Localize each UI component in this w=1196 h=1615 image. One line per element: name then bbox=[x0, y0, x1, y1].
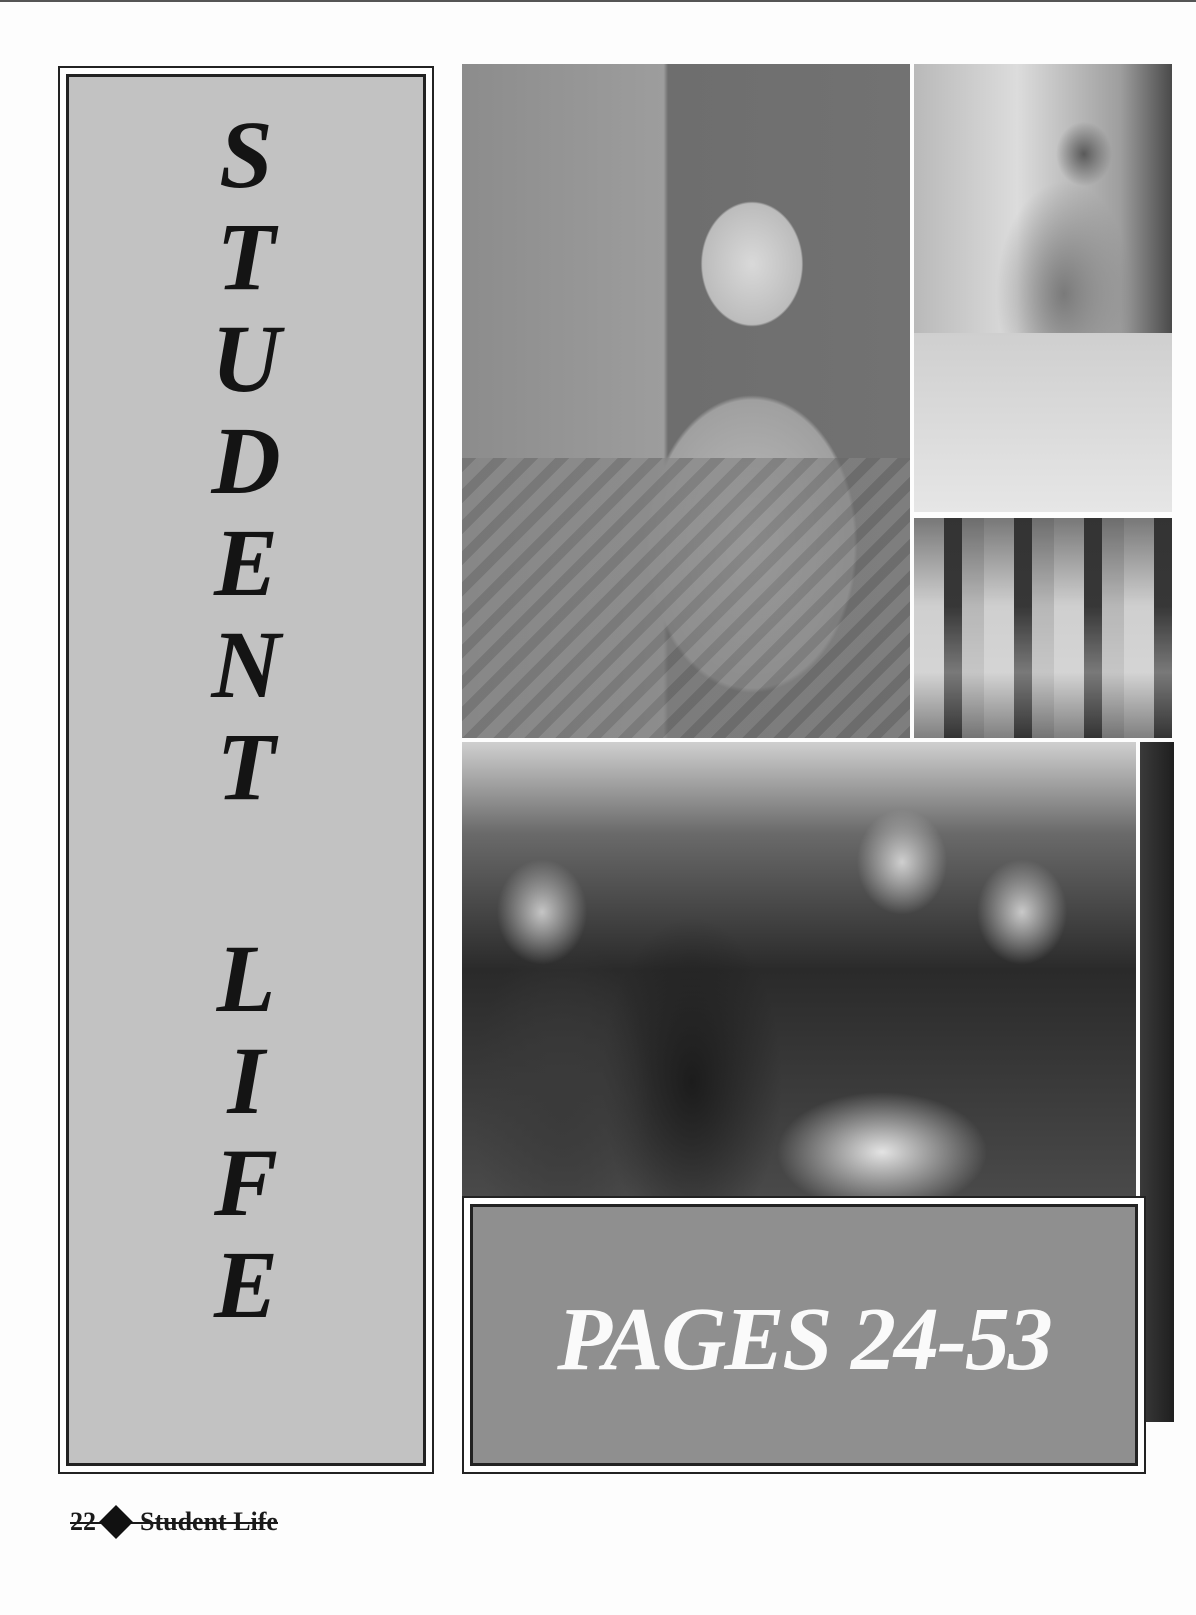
photo-dance-team bbox=[914, 518, 1172, 738]
title-letter: L bbox=[216, 925, 276, 1032]
vertical-title bbox=[69, 101, 423, 1443]
top-rule bbox=[0, 0, 1196, 2]
title-letter: F bbox=[213, 1129, 279, 1236]
pages-box bbox=[462, 1196, 1146, 1474]
title-letter: D bbox=[211, 407, 281, 514]
title-letter: T bbox=[216, 713, 276, 820]
diamond-icon bbox=[99, 1505, 133, 1539]
photo-smiling-girl bbox=[462, 64, 910, 738]
title-letter: U bbox=[211, 305, 281, 412]
pages-range: PAGES 24-53 bbox=[557, 1289, 1051, 1389]
page-number: 22 bbox=[70, 1507, 96, 1536]
title-letter: I bbox=[227, 1027, 265, 1134]
title-panel bbox=[58, 66, 434, 1474]
title-letter: E bbox=[213, 1231, 279, 1338]
photo-students-with-books bbox=[462, 742, 1136, 1198]
pages-box-inner bbox=[470, 1204, 1138, 1466]
folio bbox=[70, 1502, 278, 1542]
title-letter: S bbox=[219, 101, 273, 208]
title-panel-inner bbox=[66, 74, 426, 1466]
photo-man-at-car bbox=[914, 64, 1172, 512]
title-letter: N bbox=[211, 611, 281, 718]
section-label: Student Life bbox=[140, 1507, 278, 1536]
title-letter: T bbox=[216, 203, 276, 310]
title-letter: E bbox=[213, 509, 279, 616]
